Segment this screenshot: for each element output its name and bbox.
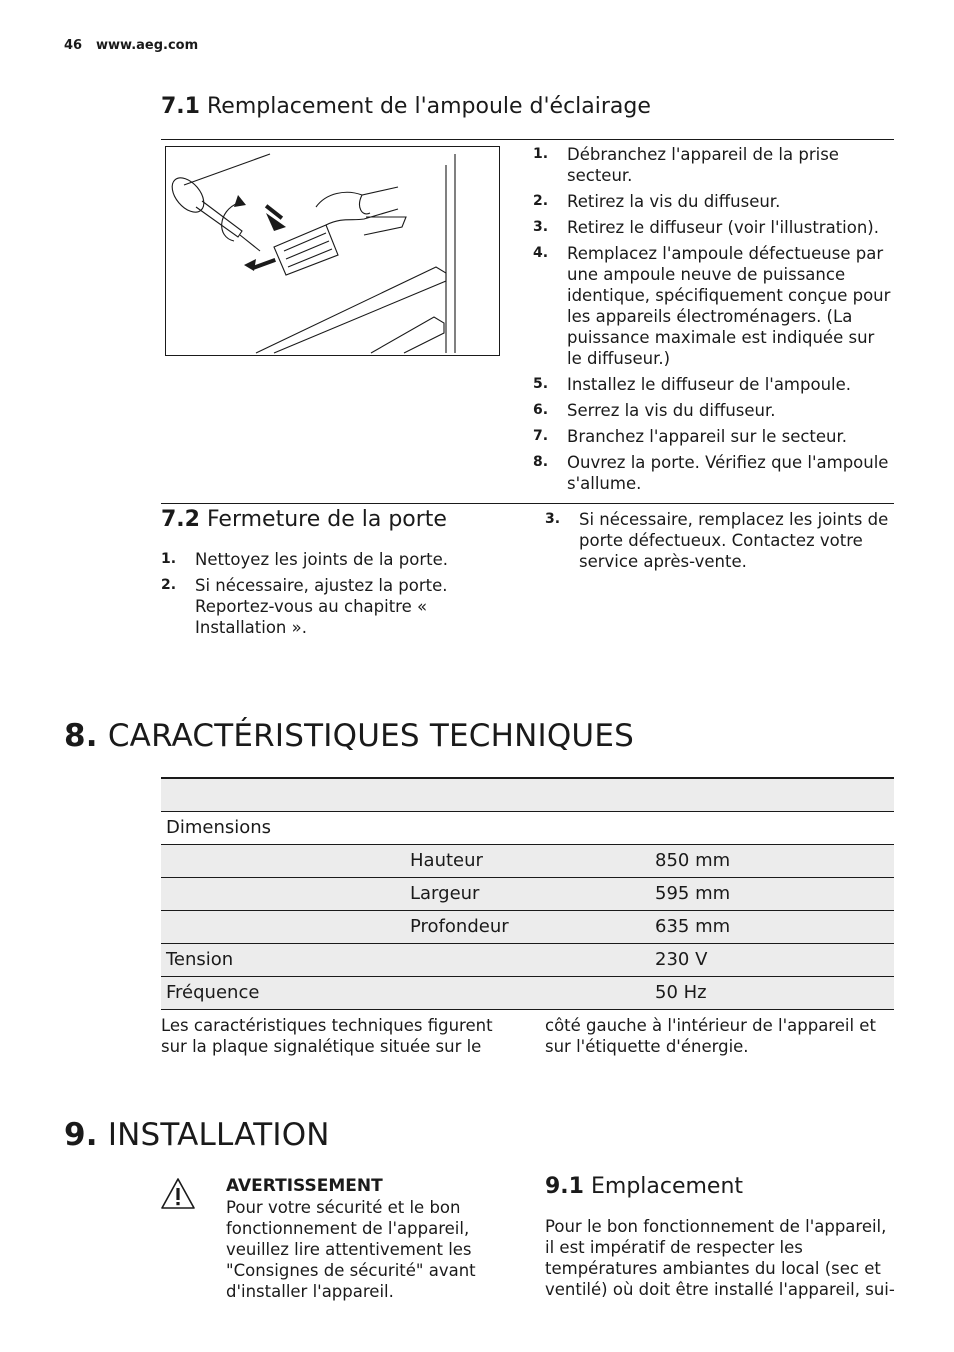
list-item: 2. Retirez la vis du diffuseur. (533, 192, 781, 211)
list-item: 3. Si nécessaire, remplacez les joints de porte défectueux. Contactez votre service après-vente. (545, 510, 889, 571)
list-item: 1. Nettoyez les joints de la porte. (161, 550, 448, 569)
specs-note-right: côté gauche à l'intérieur de l'appareil et sur l'étiquette d'énergie. (545, 1016, 876, 1056)
lamp-replacement-illustration (165, 146, 500, 356)
table-row: Tension 230 V (161, 944, 894, 977)
section-number: 9.1 (545, 1174, 584, 1199)
lamp-steps-list (533, 144, 894, 499)
section-rule (161, 503, 894, 504)
list-item: 3. Retirez le diffuseur (voir l'illustration). (533, 218, 879, 237)
header-url: www.aeg.com (96, 38, 199, 53)
section-number: 7.1 (161, 94, 200, 119)
section-title: Emplacement (590, 1174, 744, 1199)
warning-title: AVERTISSEMENT (226, 1176, 383, 1196)
table-header-row (161, 779, 894, 812)
list-item: 8. Ouvrez la porte. Vérifiez que l'ampoule s'allume. (533, 453, 889, 493)
chapter-number: 9. (64, 1117, 98, 1153)
table-row: Profondeur 635 mm (161, 911, 894, 944)
chapter-title: INSTALLATION (107, 1117, 330, 1153)
chapter-title: CARACTÉRISTIQUES TECHNIQUES (107, 718, 634, 754)
page-number: 46 (64, 38, 83, 53)
section-rule (161, 139, 894, 140)
section-7-1-heading (161, 94, 651, 119)
table-row: Largeur 595 mm (161, 878, 894, 911)
section-9-1-heading (545, 1174, 743, 1199)
warning-text: Pour votre sécurité et le bon fonctionnement de l'appareil, veuillez lire attentivement les "Consignes de sécurité" avant d'installer l'appareil. (226, 1198, 476, 1301)
door-steps-list (161, 549, 491, 643)
chapter-number: 8. (64, 718, 98, 754)
section-title: Fermeture de la porte (206, 507, 447, 532)
list-item: 6. Serrez la vis du diffuseur. (533, 401, 776, 420)
section-title: Remplacement de l'ampoule d'éclairage (206, 94, 651, 119)
table-row: Fréquence 50 Hz (161, 977, 894, 1010)
list-item: 2. Si nécessaire, ajustez la porte. Reportez-vous au chapitre « Installation ». (161, 576, 448, 637)
list-item: 7. Branchez l'appareil sur le secteur. (533, 427, 848, 446)
location-text: Pour le bon fonctionnement de l'appareil, il est impératif de respecter les températures ambiantes du local (sec et ventilé) où doit être installé l'appareil, sui- (545, 1217, 895, 1299)
table-row: Hauteur 850 mm (161, 845, 894, 878)
section-number: 7.2 (161, 507, 200, 532)
chapter-9-heading (64, 1117, 330, 1153)
warning-icon (160, 1176, 196, 1212)
chapter-8-heading (64, 718, 634, 754)
list-item: 5. Installez le diffuseur de l'ampoule. (533, 375, 852, 394)
specs-table (161, 777, 894, 1010)
illustration-drawing (166, 147, 499, 355)
section-7-2-heading (161, 507, 447, 532)
door-steps-list-cont (545, 509, 897, 577)
table-row: Dimensions (161, 812, 894, 845)
specs-note-left: Les caractéristiques techniques figurent sur la plaque signalétique située sur le (161, 1016, 493, 1056)
list-item: 1. Débranchez l'appareil de la prise secteur. (533, 145, 839, 185)
list-item: 4. Remplacez l'ampoule défectueuse par une ampoule neuve de puissance identique, spécifiquement conçue pour les appareils électroménagers. (La puissance maximale est indiquée sur le diffuseur.) (533, 244, 891, 368)
